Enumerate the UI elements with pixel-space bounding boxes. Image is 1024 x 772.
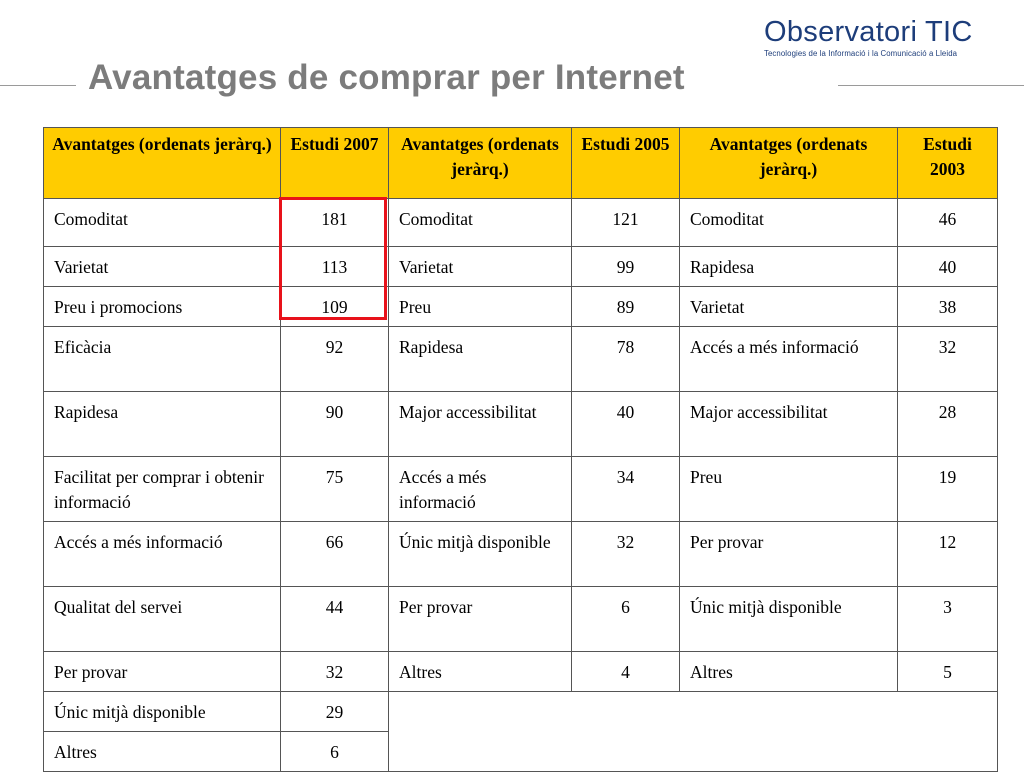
- observatori-tic-logo: [764, 16, 1004, 66]
- table-cell: 3: [898, 587, 998, 652]
- table-cell: 5: [898, 652, 998, 692]
- table-cell: Comoditat: [680, 199, 898, 247]
- table-cell: 38: [898, 287, 998, 327]
- table-cell: Varietat: [389, 247, 572, 287]
- table-cell: Qualitat del servei: [44, 587, 281, 652]
- table-cell: 92: [281, 327, 389, 392]
- table-row: [44, 392, 998, 457]
- empty-cell: [389, 692, 998, 772]
- table-cell: Altres: [44, 732, 281, 772]
- table-cell: 75: [281, 457, 389, 522]
- table-cell: Accés a més informació: [389, 457, 572, 522]
- table-cell: 78: [572, 327, 680, 392]
- table-row: [44, 199, 998, 247]
- table-row: [44, 587, 998, 652]
- table-cell: Varietat: [680, 287, 898, 327]
- header-advantages-2007: Avantatges (ordenats jeràrq.): [44, 128, 281, 199]
- table-cell: Únic mitjà disponible: [680, 587, 898, 652]
- table-cell: 6: [572, 587, 680, 652]
- table-cell: 121: [572, 199, 680, 247]
- table-cell: 34: [572, 457, 680, 522]
- table-cell: Preu: [680, 457, 898, 522]
- table-cell: 66: [281, 522, 389, 587]
- table-cell: Altres: [389, 652, 572, 692]
- title-rule-left: [0, 85, 76, 86]
- table-cell: Únic mitjà disponible: [44, 692, 281, 732]
- table-row: [44, 457, 998, 522]
- table-cell: 44: [281, 587, 389, 652]
- table-cell: Únic mitjà disponible: [389, 522, 572, 587]
- header-study-2007: Estudi 2007: [281, 128, 389, 199]
- table-cell: Altres: [680, 652, 898, 692]
- table-cell: 89: [572, 287, 680, 327]
- table-cell: 46: [898, 199, 998, 247]
- header-study-2003: Estudi 2003: [898, 128, 998, 199]
- title-rule-right: [838, 85, 1024, 86]
- table-cell: 6: [281, 732, 389, 772]
- table-cell: 12: [898, 522, 998, 587]
- table-cell: 90: [281, 392, 389, 457]
- table-cell: Rapidesa: [389, 327, 572, 392]
- table-header-row: [44, 128, 998, 199]
- table-cell: Facilitat per comprar i obtenir informació: [44, 457, 281, 522]
- table-row: [44, 247, 998, 287]
- table-cell: Comoditat: [389, 199, 572, 247]
- table-cell: Comoditat: [44, 199, 281, 247]
- header-advantages-2005: Avantatges (ordenats jeràrq.): [389, 128, 572, 199]
- table-cell: Accés a més informació: [680, 327, 898, 392]
- table-cell: 181: [281, 199, 389, 247]
- table-cell: Varietat: [44, 247, 281, 287]
- table-cell: Per provar: [44, 652, 281, 692]
- table-cell: Preu: [389, 287, 572, 327]
- table-cell: Per provar: [680, 522, 898, 587]
- advantages-table: [43, 127, 998, 772]
- table-cell: 40: [572, 392, 680, 457]
- table-cell: 32: [572, 522, 680, 587]
- table-cell: Rapidesa: [44, 392, 281, 457]
- slide-title: Avantatges de comprar per Internet: [88, 58, 685, 97]
- table-cell: 32: [898, 327, 998, 392]
- table-cell: 28: [898, 392, 998, 457]
- table-cell: Major accessibilitat: [389, 392, 572, 457]
- table-cell: 99: [572, 247, 680, 287]
- table-cell: Per provar: [389, 587, 572, 652]
- logo-tagline: Tecnologies de la Informació i la Comunicació a Lleida: [764, 49, 958, 58]
- table-row: [44, 327, 998, 392]
- table-row: [44, 287, 998, 327]
- table-cell: Rapidesa: [680, 247, 898, 287]
- table-cell: 32: [281, 652, 389, 692]
- table-cell: Major accessibilitat: [680, 392, 898, 457]
- table-row: [44, 652, 998, 692]
- logo-name: Observatori TIC: [764, 16, 973, 48]
- table-row: [44, 522, 998, 587]
- table-cell: 109: [281, 287, 389, 327]
- table-cell: 19: [898, 457, 998, 522]
- table-cell: 29: [281, 692, 389, 732]
- table-row: [44, 692, 998, 732]
- table-cell: Preu i promocions: [44, 287, 281, 327]
- table-cell: Accés a més informació: [44, 522, 281, 587]
- table-cell: Eficàcia: [44, 327, 281, 392]
- header-study-2005: Estudi 2005: [572, 128, 680, 199]
- table-cell: 4: [572, 652, 680, 692]
- table-cell: 40: [898, 247, 998, 287]
- table-cell: 113: [281, 247, 389, 287]
- header-advantages-2003: Avantatges (ordenats jeràrq.): [680, 128, 898, 199]
